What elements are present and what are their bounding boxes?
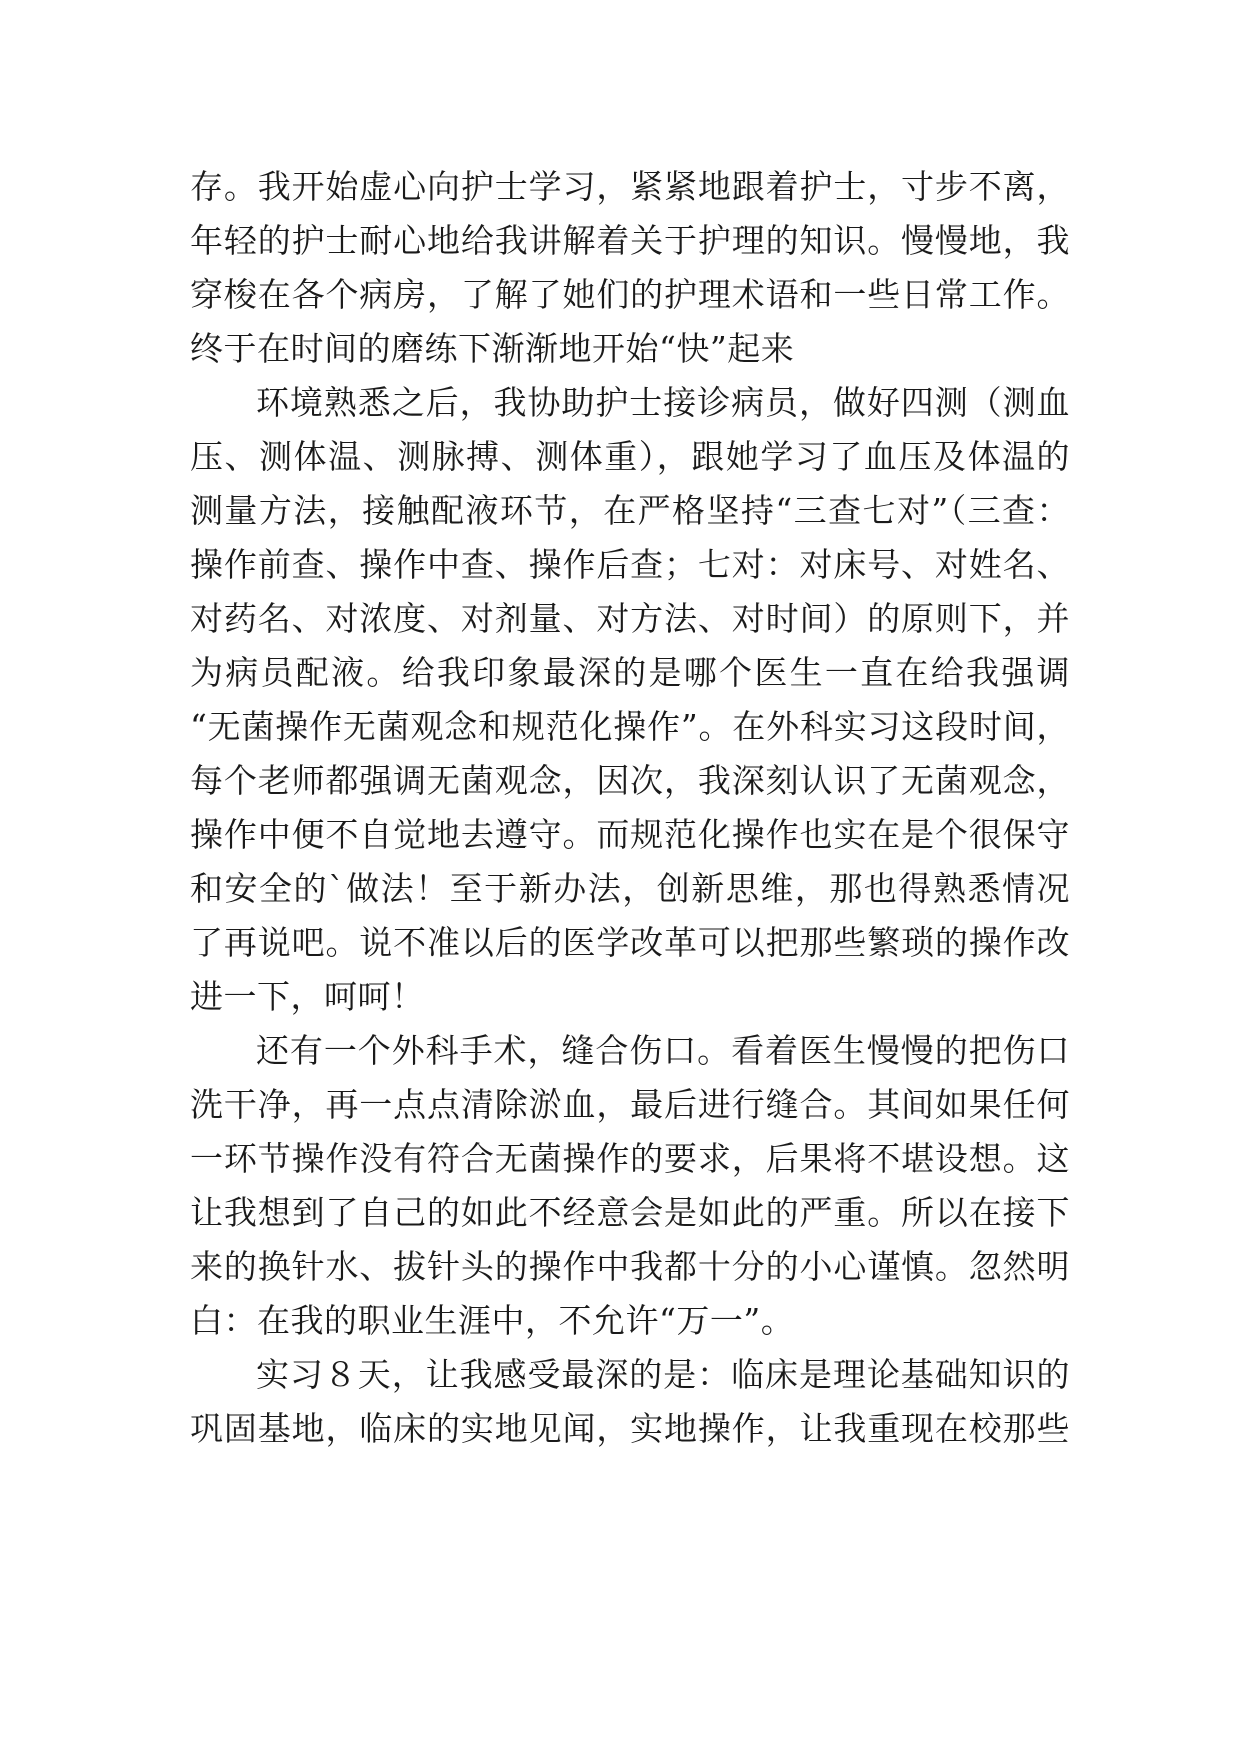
text-line: 巩固基地，临床的实地见闻，实地操作，让我重现在校那些 — [190, 1409, 1070, 1448]
text-line: 洗干净，再一点点清除淤血，最后进行缝合。其间如果任何 — [190, 1085, 1070, 1124]
text-line: 实习８天，让我感受最深的是：临床是理论基础知识的 — [256, 1355, 1070, 1394]
text-line: 测量方法，接触配液环节，在严格坚持“三查七对”（三查： — [190, 491, 1070, 530]
text-line: 每个老师都强调无菌观念，因次，我深刻认识了无菌观念， — [190, 761, 1070, 800]
text-line: 和安全的`做法！至于新办法，创新思维，那也得熟悉情况 — [190, 869, 1070, 908]
text-line: 操作中便不自觉地去遵守。而规范化操作也实在是个很保守 — [190, 815, 1070, 854]
body-text — [190, 160, 1070, 1456]
text-line: 来的换针水、拔针头的操作中我都十分的小心谨慎。忽然明 — [190, 1247, 1070, 1286]
text-line: 让我想到了自己的如此不经意会是如此的严重。所以在接下 — [190, 1193, 1070, 1232]
text-line: 进一下，呵呵！ — [190, 977, 425, 1016]
text-line: 环境熟悉之后，我协助护士接诊病员，做好四测（测血 — [256, 383, 1070, 422]
text-line: 操作前查、操作中查、操作后查；七对：对床号、对姓名、 — [190, 545, 1070, 584]
text-line: 对药名、对浓度、对剂量、对方法、对时间）的原则下，并 — [190, 599, 1070, 638]
paragraph — [190, 1348, 1070, 1456]
text-line: “无菌操作无菌观念和规范化操作”。在外科实习这段时间， — [190, 707, 1070, 746]
text-line: 压、测体温、测脉搏、测体重），跟她学习了血压及体温的 — [190, 437, 1070, 476]
text-line: 还有一个外科手术，缝合伤口。看着医生慢慢的把伤口 — [256, 1031, 1070, 1070]
text-line: 穿梭在各个病房，了解了她们的护理术语和一些日常工作。 — [190, 275, 1070, 314]
paragraph — [190, 160, 1070, 376]
text-line: 了再说吧。说不准以后的医学改革可以把那些繁琐的操作改 — [190, 923, 1070, 962]
text-line: 年轻的护士耐心地给我讲解着关于护理的知识。慢慢地，我 — [190, 221, 1070, 260]
text-line: 白：在我的职业生涯中，不允许“万一”。 — [190, 1301, 795, 1340]
paragraph — [190, 376, 1070, 1024]
paragraph — [190, 1024, 1070, 1348]
text-line: 一环节操作没有符合无菌操作的要求，后果将不堪设想。这 — [190, 1139, 1070, 1178]
text-line: 为病员配液。给我印象最深的是哪个医生一直在给我强调 — [190, 653, 1070, 692]
text-line: 终于在时间的磨练下渐渐地开始“快”起来 — [190, 329, 795, 368]
text-line: 存。我开始虚心向护士学习，紧紧地跟着护士，寸步不离， — [190, 167, 1070, 206]
